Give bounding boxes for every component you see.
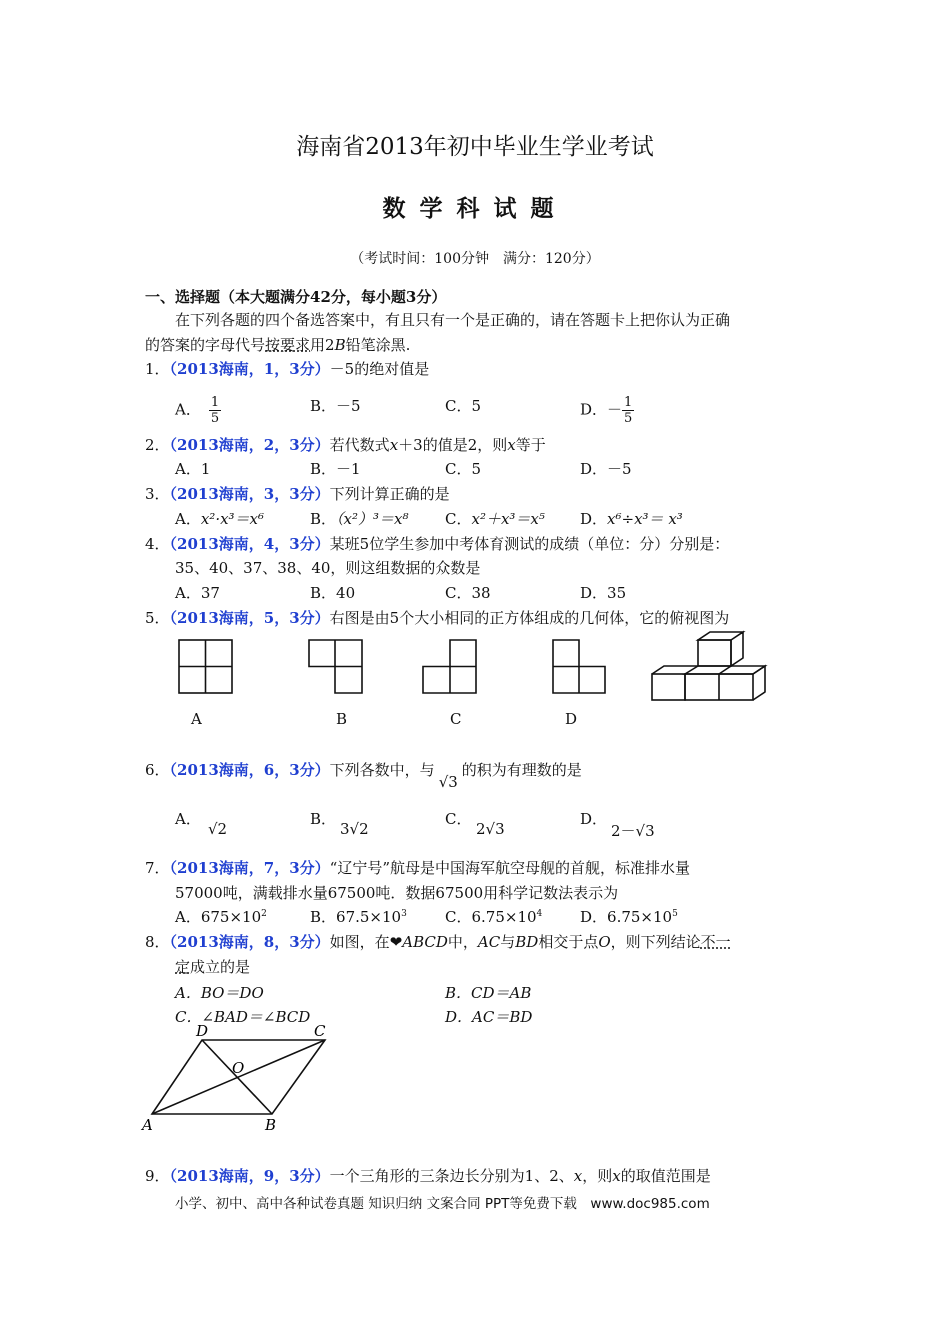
q1-option-b: B．－5: [310, 397, 361, 415]
q5-label-b: B: [336, 710, 348, 728]
q4-option-b: B．40: [310, 584, 356, 602]
page-title: 海南省2013年初中毕业生学业考试: [296, 134, 654, 160]
q6-option-c-value: 2√3: [476, 820, 505, 838]
exam-meta: （考试时间：100分钟 满分：120分）: [350, 251, 600, 267]
q7-option-a: A．$675\times 10^2$: [175, 908, 267, 926]
vertex-a-label: A: [142, 1116, 153, 1134]
question-8: 8．（2013海南，8，3分）如图，在❤ABCD中，AC与BD相交于点O，则下列结论不一: [145, 933, 731, 951]
page-subtitle: 数学科试题: [382, 195, 568, 222]
question-3: 3．（2013海南，3，3分）下列计算正确的是: [145, 485, 450, 503]
q1-option-c: C．5: [445, 397, 482, 415]
parallelogram-figure: [140, 1022, 340, 1137]
q4-option-a: A．37: [175, 584, 220, 602]
vertex-b-label: B: [265, 1116, 277, 1134]
q2-option-b: B．－1: [310, 460, 361, 478]
instruction-line-2: 的答案的字母代号按要求用2B铅笔涂黑.: [145, 336, 411, 354]
q7-option-d: D．$6.75\times 10^5$: [580, 908, 678, 926]
q2-option-a: A．1: [175, 460, 211, 478]
q8-option-d: D．AC＝BD: [445, 1008, 533, 1026]
q2-option-d: D．－5: [580, 460, 632, 478]
diagonal-bd: [202, 1040, 272, 1114]
q3-option-d: D．x⁶÷x³＝ x³: [580, 510, 683, 528]
q3-option-c: C．x²＋x³＝x⁵: [445, 510, 545, 528]
q6-option-a: A．: [175, 810, 201, 828]
q8-option-c: C．∠BAD＝∠BCD: [175, 1008, 311, 1026]
q4-option-c: C．38: [445, 584, 491, 602]
view-d-figure: [553, 640, 605, 693]
question-7-line-2: 57000吨，满载排水量67500吨．数据67500用科学记数法表示为: [175, 884, 619, 902]
question-5: 5．（2013海南，5，3分）右图是由5个大小相同的正方体组成的几何体，它的俯视图为: [145, 609, 730, 627]
question-6: 6．（2013海南，6，3分）下列各数中，与√3的积为有理数的是: [145, 761, 582, 791]
q3-option-a: A．x²·x³＝x⁶: [175, 510, 265, 528]
q6-option-b-value: 3√2: [340, 820, 369, 838]
view-b-figure: [309, 640, 362, 693]
page-footer: 小学、初中、高中各种试卷真题 知识归纳 文案合同 PPT等免费下载 www.doc985.com: [175, 1196, 710, 1212]
q4-option-d: D．35: [580, 584, 627, 602]
q5-figures: [170, 630, 780, 710]
q1-option-d: D．－ $\frac{1}{5}$: [580, 395, 633, 426]
q6-option-b: B．: [310, 810, 337, 828]
q1-option-a: A． $\frac{1}{5}$: [175, 395, 220, 426]
question-9: 9．（2013海南，9，3分）一个三角形的三条边长分别为1、2、x，则x的取值范围是: [145, 1167, 711, 1185]
q5-label-d: D: [565, 710, 578, 728]
center-o-label: O: [232, 1059, 245, 1077]
q6-option-d-value: 2－√3: [611, 822, 655, 840]
question-8-line-2: 定成立的是: [175, 958, 251, 976]
view-c-figure: [423, 640, 476, 693]
vertex-c-label: C: [314, 1022, 326, 1040]
q8-option-a: A．BO＝DO: [175, 984, 264, 1002]
q6-option-d: D．: [580, 810, 608, 828]
q6-option-c: C．: [445, 810, 472, 828]
q5-label-a: A: [191, 710, 202, 728]
vertex-d-label: D: [196, 1022, 209, 1040]
q7-option-c: C．$6.75\times 10^4$: [445, 908, 543, 926]
question-2: 2．（2013海南，2，3分）若代数式x＋3的值是2，则x等于: [145, 436, 546, 454]
q8-option-b: B．CD＝AB: [445, 984, 532, 1002]
q2-option-c: C．5: [445, 460, 482, 478]
view-a-figure: [179, 640, 232, 693]
instruction-line-1: 在下列各题的四个备选答案中，有且只有一个是正确的，请在答题卡上把你认为正确: [175, 311, 731, 329]
question-7: 7．（2013海南，7，3分）“辽宁号”航母是中国海军航空母舰的首舰，标准排水量: [145, 859, 691, 877]
q7-option-b: B．$67.5\times 10^3$: [310, 908, 407, 926]
question-4: 4．（2013海南，4，3分）某班5位学生参加中考体育测试的成绩（单位：分）分别是：: [145, 535, 730, 553]
section-heading: 一、选择题（本大题满分42分，每小题3分）: [145, 288, 447, 306]
q3-option-b: B．（x²）³＝x⁸: [310, 510, 409, 528]
question-1: 1．（2013海南，1，3分）－5的绝对值是: [145, 360, 430, 378]
q5-label-c: C: [450, 710, 462, 728]
q6-option-a-value: √2: [208, 820, 228, 838]
question-4-line-2: 35、40、37、38、40，则这组数据的众数是: [175, 559, 481, 577]
